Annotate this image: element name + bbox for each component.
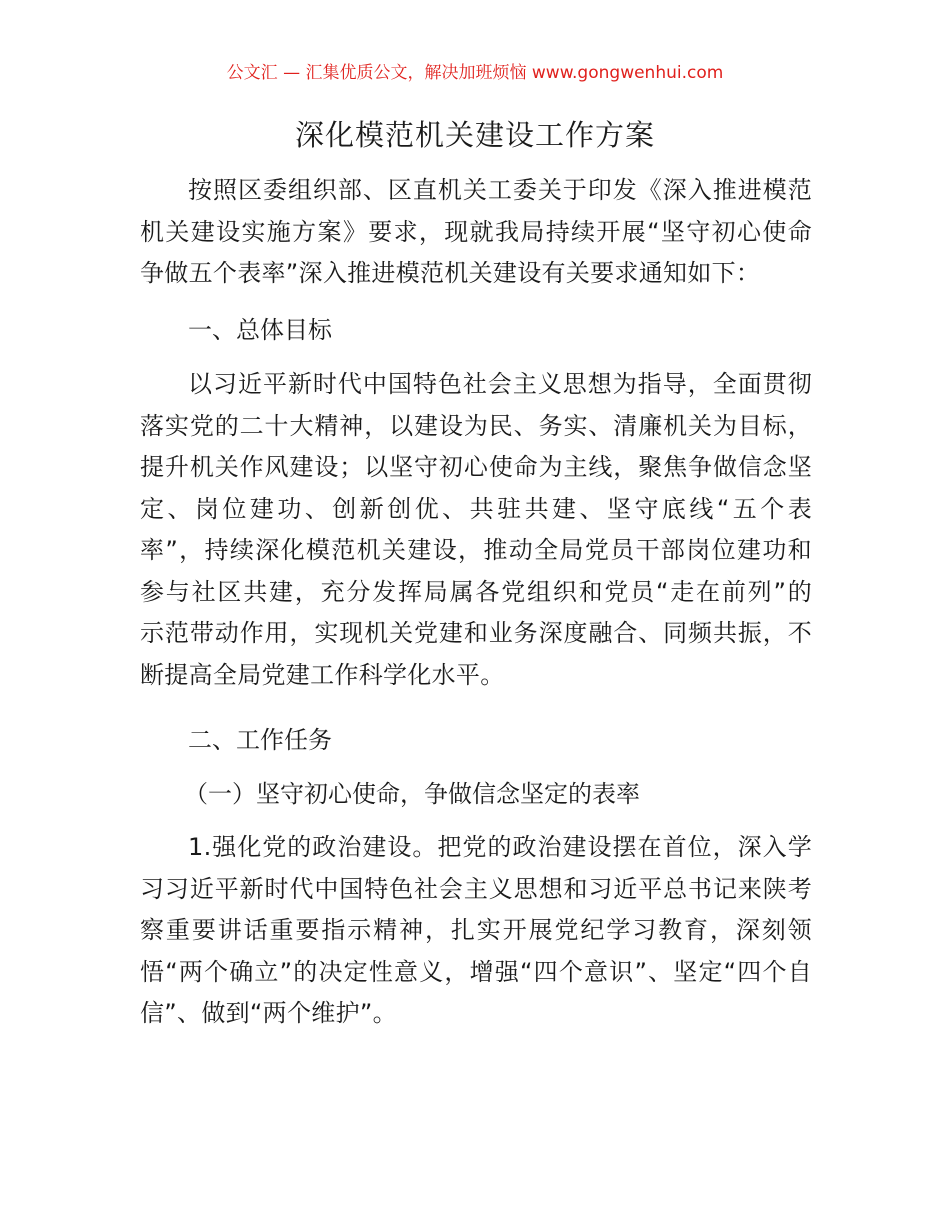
paragraph-line: 落实党的二十大精神，以建设为民、务实、清廉机关为目标， [140, 411, 812, 440]
paragraph-line: 争做五个表率”深入推进模范机关建设有关要求通知如下： [140, 259, 761, 287]
document-title: 深化模范机关建设工作方案 [294, 118, 655, 152]
paragraph-line: 参与社区共建，充分发挥局属各党组织和党员“走在前列”的 [140, 577, 812, 606]
paragraph-line: 1.强化党的政治建设。把党的政治建设摆在首位，深入学 [188, 833, 812, 861]
goals-paragraph [140, 364, 812, 696]
paragraph-line: 信”、做到“两个维护”。 [140, 999, 397, 1027]
paragraph-line: 习习近平新时代中国特色社会主义思想和习近平总书记来陕考 [140, 874, 812, 903]
paragraph-line: 示范带动作用，实现机关党建和业务深度融合、同频共振，不 [140, 619, 812, 647]
paragraph-line: 断提高全局党建工作科学化水平。 [140, 660, 505, 689]
paragraph-line: 提升机关作风建设；以坚守初心使命为主线，聚焦争做信念坚 [140, 453, 812, 481]
intro-paragraph [140, 170, 812, 295]
paragraph-line: 察重要讲话重要指示精神，扎实开展党纪学习教育，深刻领 [140, 916, 812, 944]
paragraph-line: 率”，持续深化模范机关建设，推动全局党员干部岗位建功和 [140, 536, 812, 564]
paragraph-line: 定、岗位建功、创新创优、共驻共建、坚守底线“五个表 [140, 494, 812, 523]
paragraph-line: 按照区委组织部、区直机关工委关于印发《深入推进模范 [188, 176, 812, 204]
section-heading-goals: 一、总体目标 [188, 316, 332, 344]
paragraph-line: 以习近平新时代中国特色社会主义思想为指导，全面贯彻 [188, 370, 812, 398]
site-banner[interactable]: 公文汇 — 汇集优质公文，解决加班烦恼 www.gongwenhui.com [226, 63, 724, 83]
paragraph-line: 机关建设实施方案》要求，现就我局持续开展“坚守初心使命 [140, 217, 812, 246]
subsection-heading-1: （一）坚守初心使命，争做信念坚定的表率 [184, 780, 640, 808]
section-heading-tasks: 二、工作任务 [188, 726, 332, 754]
item-1-paragraph [140, 827, 812, 1035]
paragraph-line: 悟“两个确立”的决定性意义，增强“四个意识”、坚定“四个自 [140, 957, 812, 986]
